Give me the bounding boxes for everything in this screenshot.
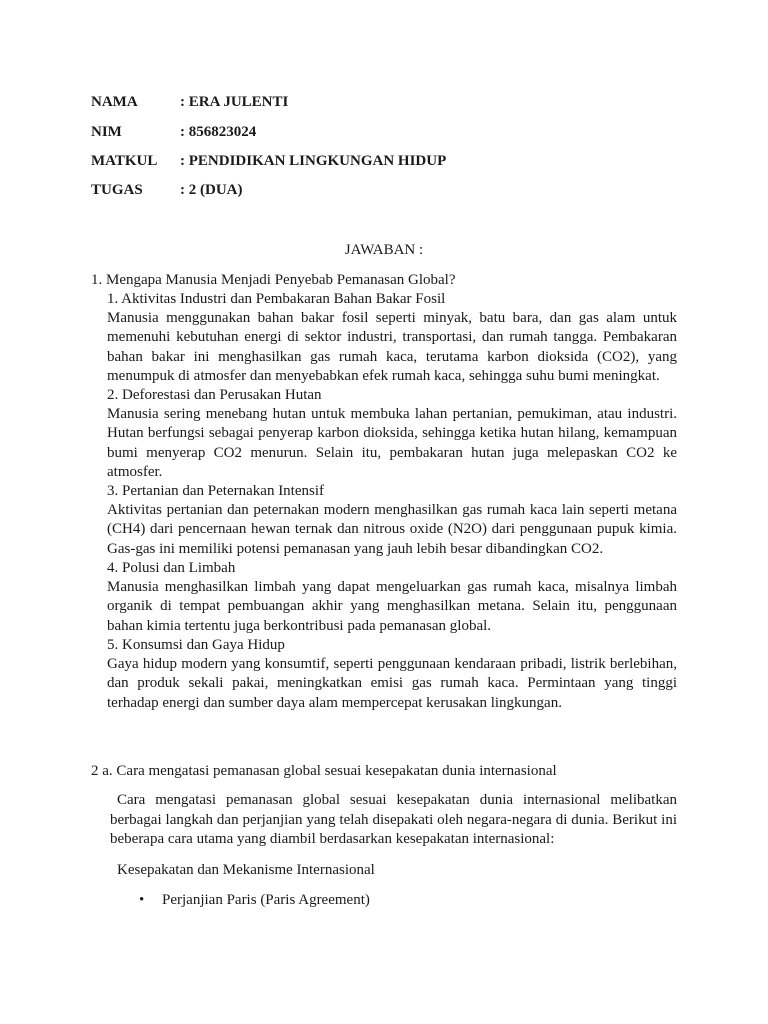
header-label: TUGAS xyxy=(91,182,143,198)
agreements-subheading: Kesepakatan dan Mekanisme Internasional xyxy=(117,862,375,878)
section-title: 1. Aktivitas Industri dan Pembakaran Bahan Bakar Fosil xyxy=(107,291,446,307)
header-value: : ERA JULENTI xyxy=(180,94,289,110)
question-2a-title: 2 a. Cara mengatasi pemanasan global sesuai kesepakatan dunia internasional xyxy=(91,763,557,779)
bullet-text: Perjanjian Paris (Paris Agreement) xyxy=(162,892,370,908)
bullet-icon: • xyxy=(139,892,145,908)
section-paragraph: Gaya hidup modern yang konsumtif, seperti penggunaan kendaraan pribadi, listrik berlebihan, dan produk sekali pakai, meningkatkan emisi gas rumah kaca. Permintaan yang tinggi terhadap energi dan sumber daya alam mempercepat kerusakan lingkungan. xyxy=(107,656,677,711)
question-1-title: 1. Mengapa Manusia Menjadi Penyebab Pemanasan Global? xyxy=(91,272,456,288)
section-1 xyxy=(107,290,677,386)
section-title: 5. Konsumsi dan Gaya Hidup xyxy=(107,637,285,653)
section-paragraph: Manusia menggunakan bahan bakar fosil seperti minyak, batu bara, dan gas alam untuk memenuhi kebutuhan energi di sektor industri, transportasi, dan rumah tangga. Pembakaran bahan bakar ini menghasilkan gas rumah kaca, terutama karbon dioksida (CO2), yang menumpuk di atmosfer dan menyebabkan efek rumah kaca, sehingga suhu bumi meningkat. xyxy=(107,310,677,384)
header-label: MATKUL xyxy=(91,153,158,169)
header-row-tugas xyxy=(91,180,242,200)
bullet-list-item xyxy=(139,890,370,910)
header-label: NIM xyxy=(91,124,122,140)
header-value: : 856823024 xyxy=(180,124,257,140)
section-2 xyxy=(107,386,677,482)
section-title: 2. Deforestasi dan Perusakan Hutan xyxy=(107,387,322,403)
section-4 xyxy=(107,559,677,636)
section-5 xyxy=(107,636,677,713)
answer-title: JAWABAN : xyxy=(344,242,424,258)
header-row-nama xyxy=(91,92,288,112)
section-paragraph: Aktivitas pertanian dan peternakan modern menghasilkan gas rumah kaca lain seperti metana (CH4) dari pencernaan hewan ternak dan nitrous oxide (N2O) dari penggunaan pupuk kimia. Gas-gas ini memiliki potensi pemanasan yang jauh lebih besar dibandingkan CO2. xyxy=(107,502,677,557)
section-title: 4. Polusi dan Limbah xyxy=(107,560,236,576)
question-2a-intro: Cara mengatasi pemanasan global sesuai kesepakatan dunia internasional melibatkan berbagai langkah dan perjanjian yang telah disepakati oleh negara-negara di dunia. Berikut ini beberapa cara utama yang diambil berdasarkan kesepakatan internasional: xyxy=(110,792,677,847)
header-value: : PENDIDIKAN LINGKUNGAN HIDUP xyxy=(180,153,447,169)
section-paragraph: Manusia menghasilkan limbah yang dapat mengeluarkan gas rumah kaca, misalnya limbah organik di tempat pembuangan akhir yang menghasilkan metana. Selain itu, penggunaan bahan kimia tertentu juga berkontribusi pada pemanasan global. xyxy=(107,579,677,634)
header-value: : 2 (DUA) xyxy=(180,182,243,198)
header-row-nim xyxy=(91,122,256,142)
header-row-matkul xyxy=(91,151,446,171)
header-label: NAMA xyxy=(91,94,138,110)
section-paragraph: Manusia sering menebang hutan untuk membuka lahan pertanian, pemukiman, atau industri. Hutan berfungsi sebagai penyerap karbon dioksida, sehingga ketika hutan hilang, kemampuan bumi menyerap CO2 menurun. Selain itu, pembakaran hutan juga melepaskan CO2 ke atmosfer. xyxy=(107,406,677,480)
section-3 xyxy=(107,482,677,559)
section-title: 3. Pertanian dan Peternakan Intensif xyxy=(107,483,325,499)
